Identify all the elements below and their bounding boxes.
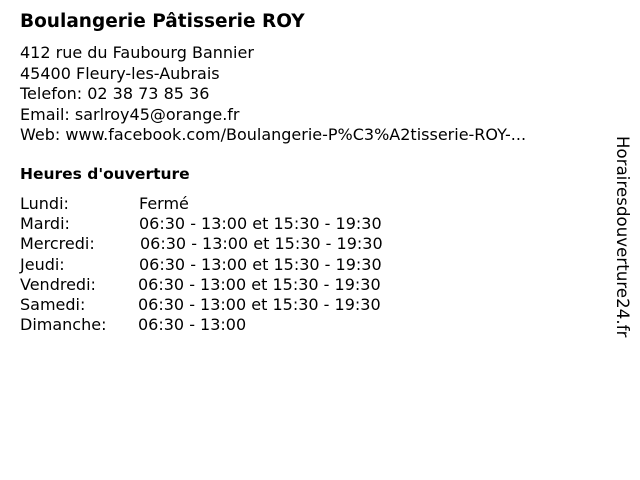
city-address: 45400 Fleury-les-Aubrais — [20, 63, 220, 83]
day-label: Mercredi: — [20, 234, 95, 254]
contact-block — [20, 43, 526, 146]
time-range: 06:30 - 13:00 — [138, 315, 247, 335]
day-label: Samedi: — [20, 294, 86, 314]
site-watermark — [611, 136, 633, 372]
email-address: Email: sarlroy45@orange.fr — [20, 104, 240, 124]
phone-number: Telefon: 02 38 73 85 36 — [20, 84, 210, 103]
time-range: 06:30 - 13:00 et 15:30 - 19:30 — [140, 234, 383, 254]
day-label: Vendredi: — [20, 274, 96, 294]
day-label: Mardi: — [20, 214, 70, 234]
street-address: 412 rue du Faubourg Bannier — [20, 43, 254, 62]
day-label: Lundi: — [20, 194, 69, 213]
day-label: Dimanche: — [20, 315, 107, 335]
hours-heading: Heures d'ouverture — [20, 165, 190, 183]
time-range: 06:30 - 13:00 et 15:30 - 19:30 — [138, 294, 381, 314]
watermark-text: Horairesdouverture24.fr — [613, 136, 632, 338]
website-link: Web: www.facebook.com/Boulangerie-P%C3%A2tisserie-ROY-... — [20, 125, 527, 144]
time-range: Fermé — [139, 194, 189, 213]
business-name: Boulangerie Pâtisserie ROY — [20, 11, 305, 32]
time-range: 06:30 - 13:00 et 15:30 - 19:30 — [138, 274, 381, 294]
day-label: Jeudi: — [20, 254, 65, 274]
time-range: 06:30 - 13:00 et 15:30 - 19:30 — [139, 254, 382, 274]
time-range: 06:30 - 13:00 et 15:30 - 19:30 — [139, 214, 382, 234]
